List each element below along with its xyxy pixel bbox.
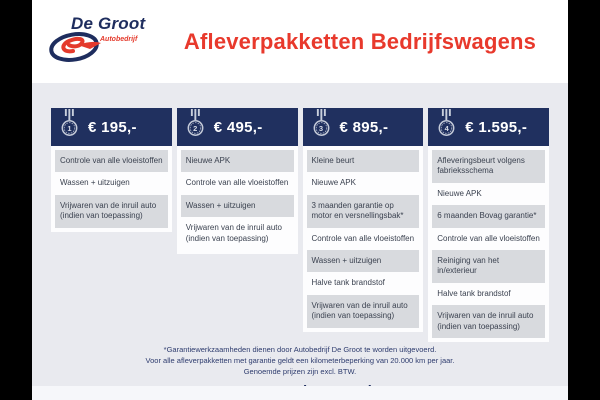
package-item: Vrijwaren van de inruil auto (indien van toepassing) bbox=[307, 295, 420, 328]
package-item: Halve tank brandstof bbox=[432, 283, 545, 305]
footnote-line: Voor alle afleverpakketten met garantie geldt een kilometerbeperking van 20.000 km per jaar. bbox=[145, 355, 455, 365]
packages-row bbox=[32, 108, 568, 342]
package-price: € 1.595,- bbox=[465, 118, 528, 136]
package-price: € 895,- bbox=[339, 118, 389, 136]
package-card bbox=[428, 108, 549, 342]
package-card bbox=[177, 108, 298, 254]
package-card bbox=[51, 108, 172, 232]
package-items bbox=[303, 146, 424, 332]
page-title: Afleverpakketten Bedrijfswagens bbox=[183, 28, 537, 54]
package-item: Controle van alle vloeistoffen bbox=[307, 228, 420, 250]
footnote-line: *Garantiewerkzaamheden dienen door Autobedrijf De Groot te worden uitgevoerd. bbox=[163, 344, 437, 354]
package-item: Afleveringsbeurt volgens fabrieksschema bbox=[432, 150, 545, 183]
package-header bbox=[303, 108, 424, 146]
package-item: Kleine beurt bbox=[307, 150, 420, 172]
package-price: € 195,- bbox=[88, 118, 137, 136]
package-item: Controle van alle vloeistoffen bbox=[181, 172, 294, 194]
package-item: Nieuwe APK bbox=[307, 172, 420, 194]
package-rank: 3 bbox=[318, 124, 324, 133]
footnote-line: Genoemde prijzen zijn excl. BTW. bbox=[243, 366, 357, 376]
package-item: Halve tank brandstof bbox=[307, 272, 420, 294]
package-item: Controle van alle vloeistoffen bbox=[55, 150, 168, 172]
flyer-header bbox=[32, 0, 568, 83]
package-item: Nieuwe APK bbox=[181, 150, 294, 172]
package-items bbox=[51, 146, 172, 232]
package-item: Reiniging van het in/exterieur bbox=[432, 250, 545, 283]
logo-subtitle: Autobedrijf bbox=[100, 35, 138, 43]
package-items bbox=[177, 146, 298, 254]
package-item: Wassen + uitzuigen bbox=[55, 172, 168, 194]
package-header bbox=[51, 108, 172, 146]
package-item: Vrijwaren van de inruil auto (indien van toepassing) bbox=[55, 195, 168, 228]
footnotes bbox=[32, 345, 568, 378]
package-item: Vrijwaren van de inruil auto (indien van toepassing) bbox=[181, 217, 294, 250]
package-item: Vrijwaren van de inruil auto (indien van toepassing) bbox=[432, 305, 545, 338]
logo-name: De Groot bbox=[71, 13, 146, 33]
package-item: 6 maanden Bovag garantie* bbox=[432, 205, 545, 227]
package-item: Wassen + uitzuigen bbox=[181, 195, 294, 217]
medal-icon bbox=[437, 108, 456, 146]
package-item: Controle van alle vloeistoffen bbox=[432, 228, 545, 250]
package-header bbox=[177, 108, 298, 146]
medal-icon bbox=[312, 108, 331, 146]
package-price: € 495,- bbox=[213, 118, 263, 136]
flyer-content bbox=[32, 0, 568, 400]
package-rank: 2 bbox=[193, 124, 198, 133]
package-item: Nieuwe APK bbox=[432, 183, 545, 205]
bottom-strip bbox=[32, 386, 568, 400]
package-items bbox=[428, 146, 549, 342]
medal-icon bbox=[60, 108, 79, 146]
package-item: 3 maanden garantie op motor en versnellingsbak* bbox=[307, 195, 420, 228]
package-item: Wassen + uitzuigen bbox=[307, 250, 420, 272]
medal-icon bbox=[186, 108, 205, 146]
packages-panel bbox=[32, 83, 568, 386]
degroot-logo bbox=[48, 12, 160, 72]
package-header bbox=[428, 108, 549, 146]
package-card bbox=[303, 108, 424, 332]
package-rank: 4 bbox=[444, 124, 449, 133]
package-rank: 1 bbox=[67, 124, 72, 133]
